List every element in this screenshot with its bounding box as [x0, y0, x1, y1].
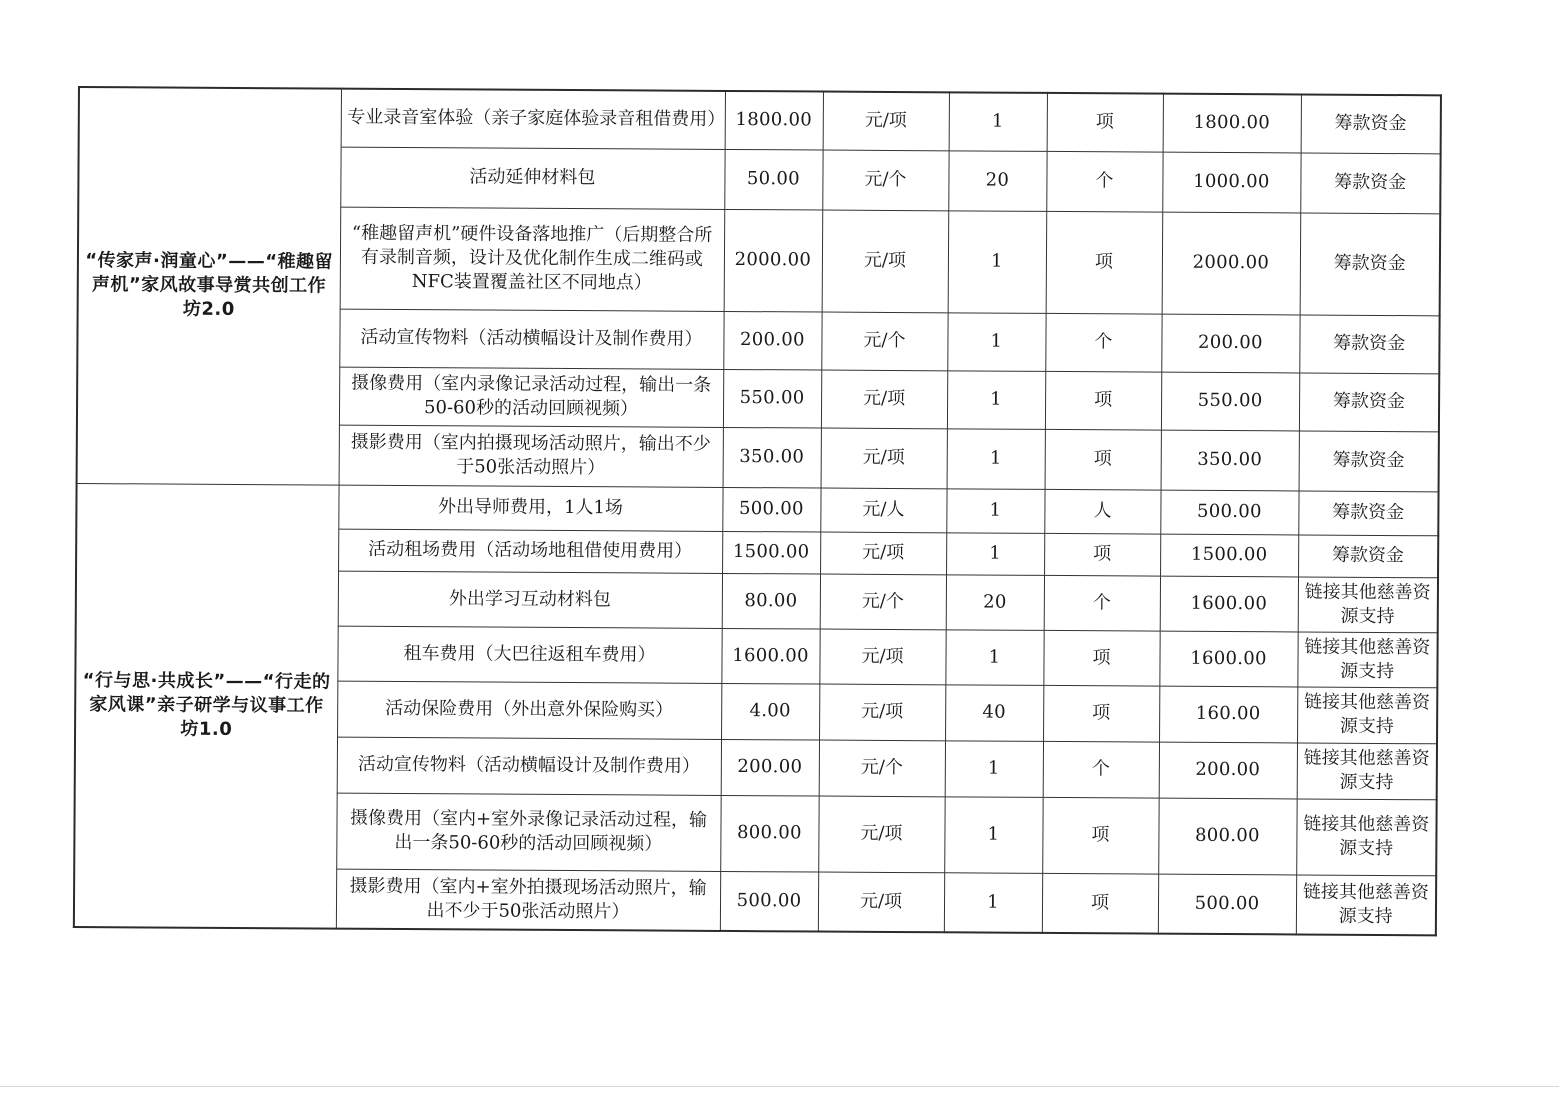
price-unit: 元/人 [820, 488, 946, 533]
quantity: 1 [949, 92, 1047, 151]
total-amount: 200.00 [1159, 742, 1297, 799]
quantity-unit: 人 [1044, 489, 1160, 534]
item-description: 外出导师费用，1人1场 [338, 485, 722, 531]
quantity: 40 [945, 684, 1043, 741]
quantity-unit: 个 [1045, 313, 1161, 372]
total-amount: 500.00 [1158, 874, 1296, 935]
unit-price: 1800.00 [725, 91, 823, 150]
quantity-unit: 项 [1042, 797, 1158, 874]
quantity-unit: 项 [1046, 211, 1163, 314]
unit-price: 50.00 [724, 149, 822, 210]
budget-table [73, 86, 1442, 936]
price-unit: 元/个 [819, 740, 945, 797]
quantity-unit: 个 [1044, 575, 1160, 631]
unit-price: 800.00 [720, 795, 818, 872]
total-amount: 1800.00 [1163, 94, 1301, 153]
total-amount: 800.00 [1158, 798, 1296, 875]
item-description: 租车费用（大巴往返租车费用） [337, 626, 721, 683]
unit-price: 350.00 [723, 427, 821, 488]
item-description: 活动宣传物料（活动横幅设计及制作费用） [339, 309, 723, 369]
item-description: 活动租场费用（活动场地租借使用费用） [338, 529, 722, 573]
total-amount: 1600.00 [1160, 576, 1298, 632]
funding-source: 链接其他慈善资源支持 [1297, 631, 1437, 687]
unit-price: 550.00 [723, 369, 821, 428]
funding-source: 筹款资金 [1301, 94, 1441, 153]
total-amount: 1500.00 [1160, 534, 1298, 577]
item-description: 专业录音室体验（亲子家庭体验录音租借费用） [341, 89, 725, 149]
quantity-unit: 项 [1045, 371, 1161, 430]
unit-price: 1500.00 [722, 531, 820, 574]
price-unit: 元/项 [821, 370, 947, 429]
item-description: 摄像费用（室内+室外录像记录活动过程，输出一条50-60秒的活动回顾视频） [336, 793, 720, 871]
price-unit: 元/项 [822, 210, 949, 313]
quantity: 1 [948, 210, 1047, 313]
unit-price: 500.00 [722, 487, 820, 532]
quantity-unit: 项 [1047, 93, 1163, 152]
item-description: 外出学习互动材料包 [338, 571, 722, 628]
quantity: 1 [946, 488, 1044, 533]
price-unit: 元/个 [821, 312, 947, 371]
quantity: 20 [948, 150, 1046, 211]
quantity: 1 [947, 428, 1045, 489]
total-amount: 160.00 [1159, 686, 1297, 743]
funding-source: 链接其他慈善资源支持 [1296, 798, 1436, 875]
total-amount: 500.00 [1160, 490, 1298, 535]
funding-source: 筹款资金 [1299, 372, 1439, 431]
price-unit: 元/项 [818, 796, 944, 873]
total-amount: 550.00 [1161, 372, 1299, 431]
item-description: 活动保险费用（外出意外保险购买） [337, 681, 721, 739]
quantity: 1 [945, 629, 1043, 685]
quantity: 20 [946, 574, 1044, 630]
quantity-unit: 项 [1045, 429, 1161, 490]
total-amount: 1000.00 [1162, 152, 1300, 213]
unit-price: 2000.00 [724, 209, 823, 312]
unit-price: 1600.00 [721, 628, 819, 684]
unit-price: 200.00 [723, 311, 821, 370]
quantity: 1 [947, 312, 1045, 371]
total-amount: 350.00 [1161, 430, 1299, 491]
total-amount: 2000.00 [1162, 212, 1301, 315]
quantity: 1 [947, 370, 1045, 429]
price-unit: 元/项 [819, 629, 945, 685]
item-description: 活动延伸材料包 [340, 147, 724, 209]
price-unit: 元/项 [819, 684, 945, 741]
price-unit: 元/个 [820, 574, 946, 630]
total-amount: 1600.00 [1159, 631, 1297, 687]
item-description: 活动宣传物料（活动横幅设计及制作费用） [337, 737, 721, 795]
unit-price: 4.00 [721, 683, 819, 740]
funding-source: 筹款资金 [1299, 430, 1439, 491]
price-unit: 元/个 [822, 150, 948, 211]
quantity-unit: 项 [1044, 533, 1160, 576]
quantity-unit: 个 [1043, 741, 1159, 798]
funding-source: 链接其他慈善资源支持 [1297, 742, 1437, 799]
quantity: 1 [946, 532, 1044, 575]
scan-edge-line [0, 1086, 1559, 1087]
table-row [79, 87, 1441, 153]
quantity-unit: 项 [1042, 873, 1158, 934]
unit-price: 500.00 [720, 871, 818, 932]
funding-source: 筹款资金 [1300, 152, 1440, 213]
item-description: “稚趣留声机”硬件设备落地推广（后期整合所有录制音频，设计及优化制作生成二维码或NFC装置覆盖社区不同地点） [340, 207, 725, 311]
item-description: 摄影费用（室内拍摄现场活动照片，输出不少于50张活动照片） [339, 425, 723, 487]
quantity: 1 [944, 872, 1042, 933]
total-amount: 200.00 [1161, 314, 1299, 373]
item-description: 摄影费用（室内+室外拍摄现场活动照片，输出不少于50张活动照片） [336, 869, 720, 931]
budget-table-body [74, 87, 1441, 935]
quantity: 1 [945, 740, 1043, 797]
price-unit: 元/项 [820, 532, 946, 575]
funding-source: 筹款资金 [1298, 534, 1438, 577]
quantity: 1 [944, 796, 1042, 873]
item-description: 摄像费用（室内录像记录活动过程，输出一条50-60秒的活动回顾视频） [339, 367, 723, 427]
unit-price: 80.00 [722, 573, 820, 629]
quantity-unit: 项 [1043, 685, 1159, 742]
funding-source: 链接其他慈善资源支持 [1297, 686, 1437, 743]
price-unit: 元/项 [821, 428, 947, 489]
funding-source: 筹款资金 [1299, 314, 1439, 373]
unit-price: 200.00 [721, 739, 819, 796]
price-unit: 元/项 [823, 92, 949, 151]
table-row [76, 483, 1438, 535]
budget-sheet [73, 86, 1440, 936]
project-name: “行与思·共成长”——“行走的家风课”亲子研学与议事工作坊1.0 [74, 483, 339, 929]
quantity-unit: 个 [1046, 151, 1162, 212]
project-name: “传家声·润童心”——“稚趣留声机”家风故事导赏共创工作坊2.0 [77, 87, 341, 485]
quantity-unit: 项 [1043, 630, 1159, 686]
funding-source: 链接其他慈善资源支持 [1296, 874, 1436, 935]
price-unit: 元/项 [818, 872, 944, 933]
funding-source: 筹款资金 [1298, 490, 1438, 535]
funding-source: 筹款资金 [1300, 212, 1441, 315]
funding-source: 链接其他慈善资源支持 [1298, 576, 1438, 632]
